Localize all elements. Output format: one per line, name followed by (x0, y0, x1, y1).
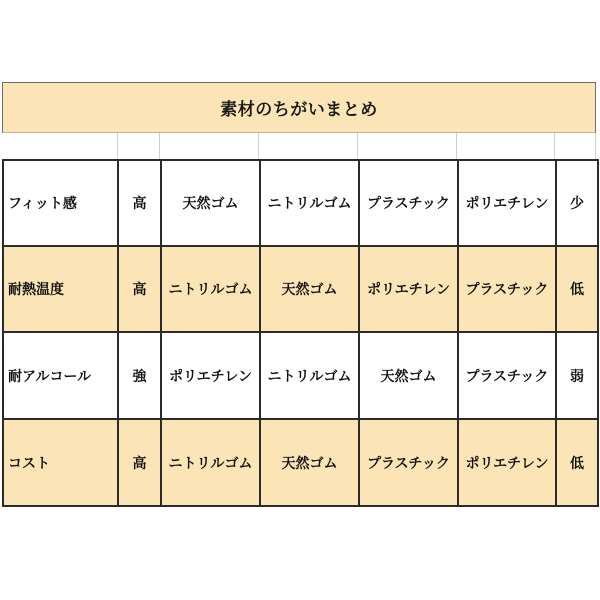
title-banner (2, 82, 596, 133)
material-cell: プラスチック (359, 419, 458, 506)
rank-low-cell: 低 (556, 419, 598, 506)
row-label-cell: コスト (3, 419, 118, 506)
rank-high-cell: 強 (118, 332, 161, 419)
rank-low-cell: 低 (556, 246, 598, 332)
gridline-divider (117, 133, 118, 159)
rank-low-cell: 少 (556, 160, 598, 246)
rank-high-cell: 高 (118, 246, 161, 332)
gridline-divider (159, 133, 160, 159)
empty-gridline-row (2, 133, 596, 159)
rank-low-cell: 弱 (556, 332, 598, 419)
row-label-cell: 耐アルコール (3, 332, 118, 419)
rank-high-cell: 高 (118, 419, 161, 506)
material-cell: プラスチック (458, 246, 556, 332)
material-cell: ニトリルゴム (260, 332, 359, 419)
material-cell: ポリエチレン (458, 419, 556, 506)
table-row (3, 419, 598, 506)
material-comparison-table (2, 159, 599, 507)
table-row (3, 160, 598, 246)
material-cell: ポリエチレン (458, 160, 556, 246)
row-label-cell: フィット感 (3, 160, 118, 246)
material-cell: 天然ゴム (359, 332, 458, 419)
gridline-divider (258, 133, 259, 159)
table-row (3, 246, 598, 332)
material-cell: ニトリルゴム (260, 160, 359, 246)
gridline-divider (456, 133, 457, 159)
material-cell: ポリエチレン (161, 332, 260, 419)
rank-high-cell: 高 (118, 160, 161, 246)
material-cell: ポリエチレン (359, 246, 458, 332)
material-cell: プラスチック (458, 332, 556, 419)
material-cell: 天然ゴム (161, 160, 260, 246)
material-cell: ニトリルゴム (161, 419, 260, 506)
material-cell: 天然ゴム (260, 419, 359, 506)
page-title: 素材のちがいまとめ (220, 100, 378, 119)
table-row (3, 332, 598, 419)
gridline-divider (357, 133, 358, 159)
gridline-divider (554, 133, 555, 159)
material-cell: プラスチック (359, 160, 458, 246)
row-label-cell: 耐熱温度 (3, 246, 118, 332)
material-cell: ニトリルゴム (161, 246, 260, 332)
material-cell: 天然ゴム (260, 246, 359, 332)
